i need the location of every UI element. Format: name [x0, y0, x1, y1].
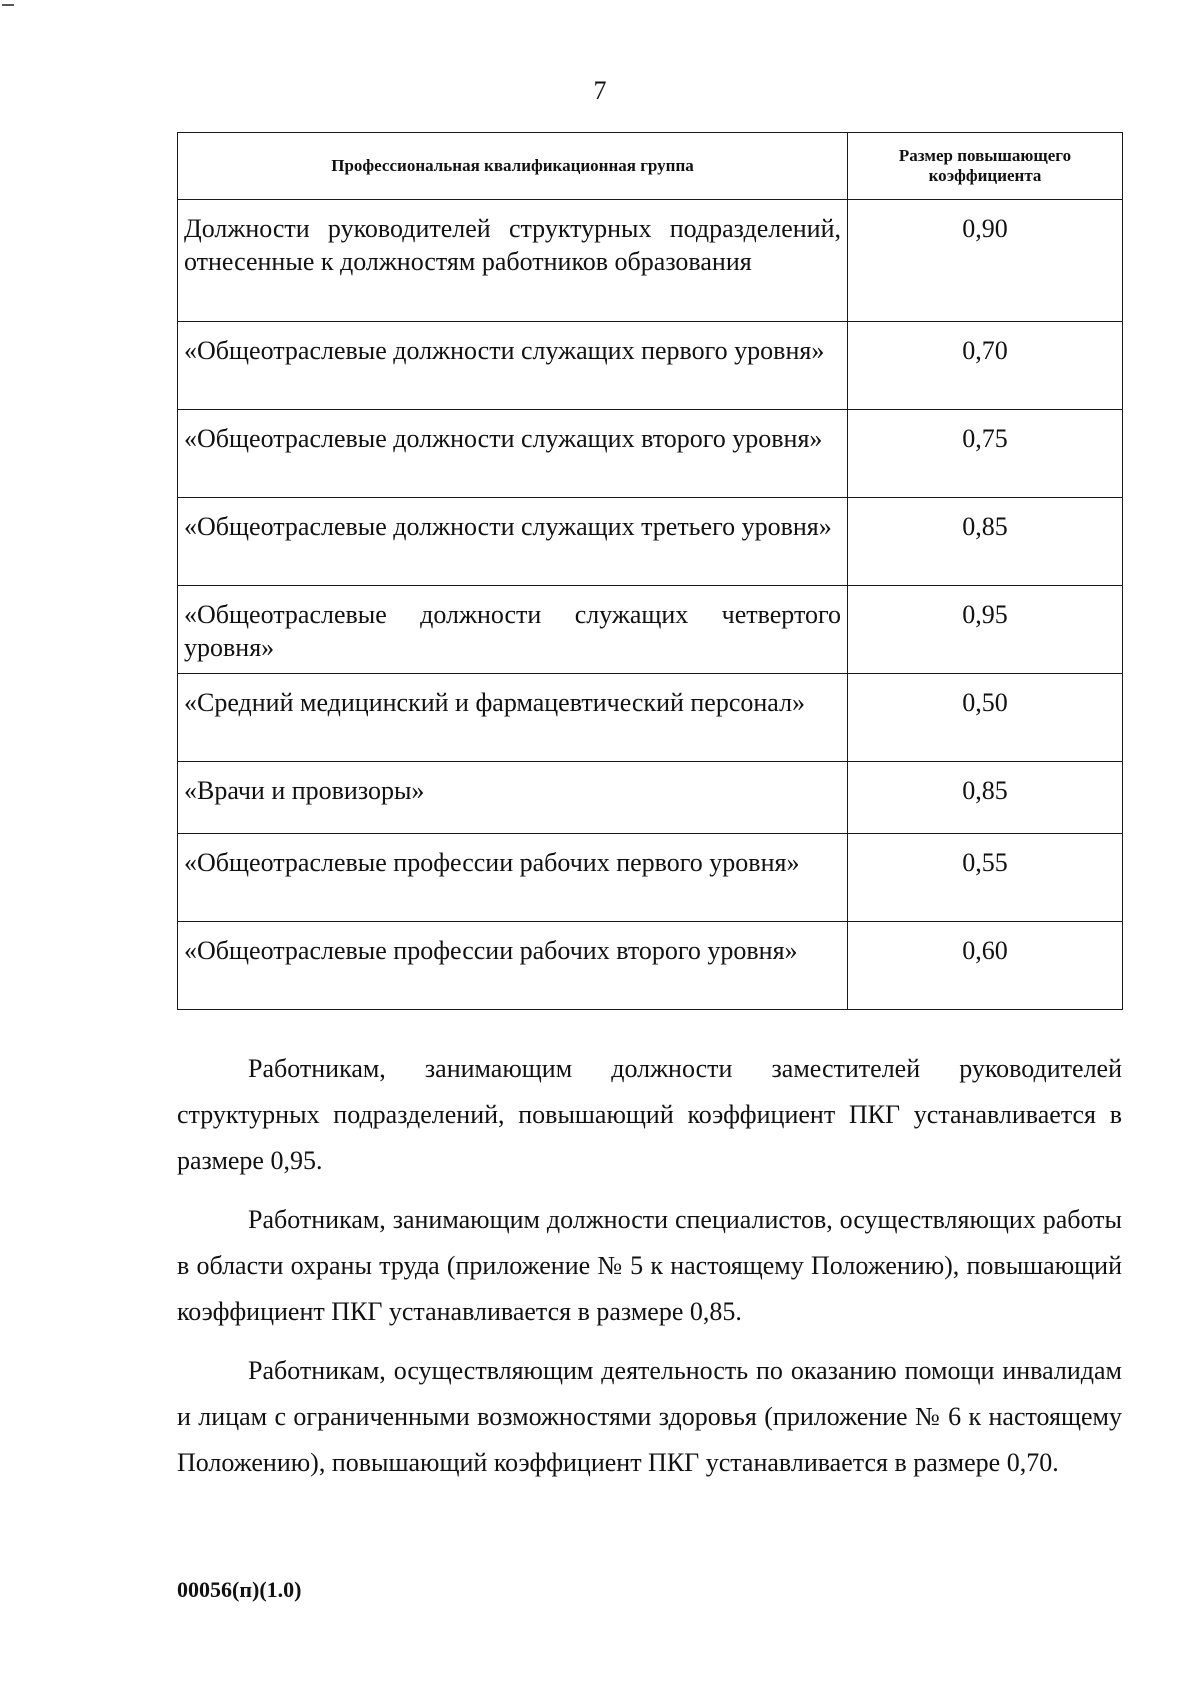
row-coefficient: 0,55 — [848, 834, 1123, 922]
row-group: «Общеотраслевые должности служащих третьего уровня» — [178, 498, 848, 586]
row-group: «Общеотраслевые профессии рабочих второго уровня» — [178, 922, 848, 1010]
document-code: 00056(п)(1.0) — [177, 1577, 302, 1602]
header-coefficient: Размер повышающего коэффициента — [848, 133, 1123, 200]
row-group: Должности руководителей структурных подразделений, отнесенные к должностям работников образования — [178, 200, 848, 322]
row-group: «Общеотраслевые должности служащих четвертого уровня» — [178, 586, 848, 674]
body-text — [177, 1046, 1122, 1499]
table-row — [178, 200, 1123, 322]
row-group: «Врачи и провизоры» — [178, 762, 848, 834]
row-group: «Общеотраслевые должности служащих второго уровня» — [178, 410, 848, 498]
row-coefficient: 0,90 — [848, 200, 1123, 322]
table-row — [178, 498, 1123, 586]
table-row — [178, 834, 1123, 922]
row-coefficient: 0,85 — [848, 498, 1123, 586]
paragraph: Работникам, осуществляющим деятельность по оказанию помощи инвалидам и лицам с ограниченными возможностями здоровья (приложение № 6 к настоящему Положению), повышающий коэффициент ПКГ устанавливается в размере 0,70. — [177, 1356, 1122, 1477]
row-coefficient: 0,85 — [848, 762, 1123, 834]
page-number: 7 — [593, 76, 607, 105]
table-header-row — [178, 133, 1123, 200]
header-group: Профессиональная квалификационная группа — [178, 133, 848, 200]
row-group: «Средний медицинский и фармацевтический персонал» — [178, 674, 848, 762]
paragraph: Работникам, занимающим должности заместителей руководителей структурных подразделений, повышающий коэффициент ПКГ устанавливается в размере 0,95. — [177, 1054, 1122, 1175]
row-group: «Общеотраслевые должности служащих первого уровня» — [178, 322, 848, 410]
paragraph: Работникам, занимающим должности специалистов, осуществляющих работы в области охраны труда (приложение № 5 к настоящему Положению), повышающий коэффициент ПКГ устанавливается в размере 0,85. — [177, 1205, 1122, 1326]
row-coefficient: 0,75 — [848, 410, 1123, 498]
scan-mark — [2, 4, 14, 6]
table-row — [178, 762, 1123, 834]
row-coefficient: 0,70 — [848, 322, 1123, 410]
table-row — [178, 586, 1123, 674]
table-row — [178, 922, 1123, 1010]
row-coefficient: 0,95 — [848, 586, 1123, 674]
row-coefficient: 0,60 — [848, 922, 1123, 1010]
table-row — [178, 322, 1123, 410]
row-coefficient: 0,50 — [848, 674, 1123, 762]
table-row — [178, 674, 1123, 762]
table-row — [178, 410, 1123, 498]
coefficient-table — [177, 132, 1123, 1010]
row-group: «Общеотраслевые профессии рабочих первого уровня» — [178, 834, 848, 922]
